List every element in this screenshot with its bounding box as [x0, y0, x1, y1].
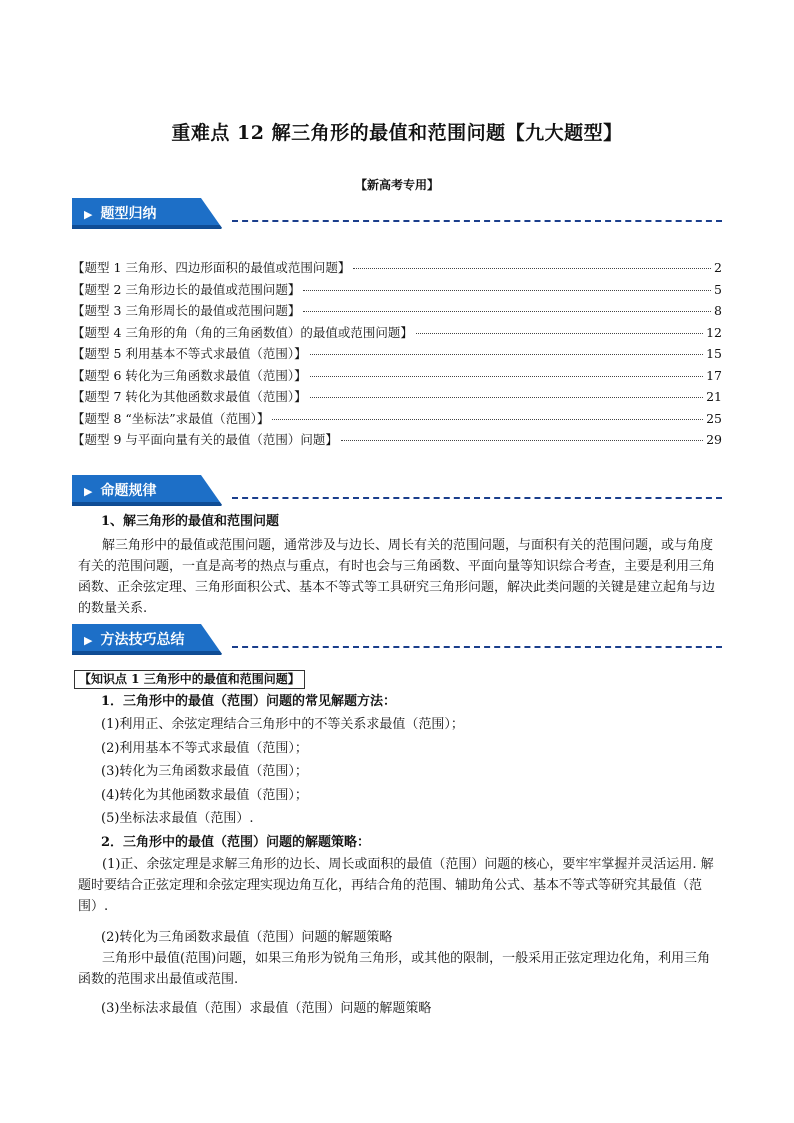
toc-entry[interactable]: 【题型 3 三角形周长的最值或范围问题】 8 — [72, 303, 722, 318]
strategy-paragraph: 三角形中最值(范围)问题，如果三角形为锐角三角形，或其他的限制，一般采用正弦定理边化角，利用三角函数的范围求出最值或范围. — [78, 951, 711, 987]
toc-page-number: 12 — [706, 324, 722, 340]
rule-body: 解三角形中的最值或范围问题，通常涉及与边长、周长有关的范围问题，与面积有关的范围问题，或与角度有关的范围问题，一直是高考的热点与重点，有时也会与三角函数、平面向量等知识综合考查，主要是利用三角函数、正余弦定理、三角形面积公式、基本不等式等工具研究三角形问题，解决此类问题的关键是建立起角与边的数量关系. — [78, 538, 716, 616]
section-header-methods — [72, 624, 722, 654]
section-divider — [232, 646, 722, 648]
method-item: (3)转化为三角函数求最值（范围）； — [101, 764, 308, 779]
strategy-paragraph: (1)正、余弦定理是求解三角形的边长、周长或面积的最值（范围）问题的核心，要牢牢掌握并灵活运用. 解题时要结合正弦定理和余弦定理实现边角互化，再结合角的范围、辅助角公式、基本不等式等研究其最值（范围）. — [78, 857, 714, 914]
section-title: 题型归纳 — [100, 206, 157, 222]
section-divider — [232, 220, 722, 222]
toc-page-number: 21 — [706, 389, 722, 404]
toc-entry[interactable]: 【题型 2 三角形边长的最值或范围问题】 5 — [72, 281, 722, 297]
table-of-contents — [72, 258, 722, 452]
method-item: (5)坐标法求最值（范围）. — [101, 811, 254, 826]
method-item: (2)利用基本不等式求最值（范围）； — [101, 741, 308, 756]
toc-page-number: 8 — [714, 303, 722, 318]
method-item: (1)利用正、余弦定理结合三角形中的不等关系求最值（范围）； — [101, 717, 464, 732]
section-title: 命题规律 — [100, 483, 157, 499]
toc-page-number: 29 — [706, 432, 722, 447]
play-triangle-icon: ▶ — [84, 485, 93, 498]
rule-heading: 1、解三角形的最值和范围问题 — [101, 514, 280, 529]
toc-page-number: 25 — [706, 410, 722, 426]
toc-page-number: 15 — [706, 346, 722, 361]
method-heading-1: 1．三角形中的最值（范围）问题的常见解题方法： — [101, 694, 397, 709]
play-triangle-icon: ▶ — [84, 634, 93, 647]
toc-entry[interactable]: 【题型 7 转化为其他函数求最值（范围）】 21 — [72, 389, 722, 404]
toc-page-number: 17 — [706, 367, 722, 383]
strategy-subheading: (3)坐标法求最值（范围）求最值（范围）问题的解题策略 — [101, 1001, 432, 1016]
toc-page-number: 5 — [714, 281, 722, 297]
toc-entry[interactable]: 【题型 6 转化为三角函数求最值（范围）】 17 — [72, 367, 722, 383]
strategy-subheading: (2)转化为三角函数求最值（范围）问题的解题策略 — [101, 930, 393, 945]
method-heading-2: 2．三角形中的最值（范围）问题的解题策略： — [101, 835, 371, 850]
toc-entry[interactable]: 【题型 8 “坐标法”求最值（范围）】 25 — [72, 410, 722, 426]
section-header-question-types — [72, 198, 722, 228]
play-triangle-icon: ▶ — [84, 208, 93, 221]
toc-entry[interactable]: 【题型 1 三角形、四边形面积的最值或范围问题】 2 — [72, 260, 722, 275]
knowledge-point-tag: 【知识点 1 三角形中的最值和范围问题】 — [74, 670, 305, 689]
method-item: (4)转化为其他函数求最值（范围）； — [101, 788, 308, 803]
section-header-exam-patterns — [72, 475, 722, 505]
toc-entry[interactable]: 【题型 4 三角形的角（角的三角函数值）的最值或范围问题】 12 — [72, 324, 722, 340]
toc-entry[interactable]: 【题型 5 利用基本不等式求最值（范围）】 15 — [72, 346, 722, 361]
document-title: 重难点 12 解三角形的最值和范围问题【九大题型】 — [171, 122, 623, 144]
section-divider — [232, 497, 722, 499]
document-subtitle: 【新高考专用】 — [354, 178, 439, 192]
toc-page-number: 2 — [714, 260, 722, 275]
section-title: 方法技巧总结 — [100, 632, 185, 648]
toc-entry[interactable]: 【题型 9 与平面向量有关的最值（范围）问题】 29 — [72, 432, 722, 447]
